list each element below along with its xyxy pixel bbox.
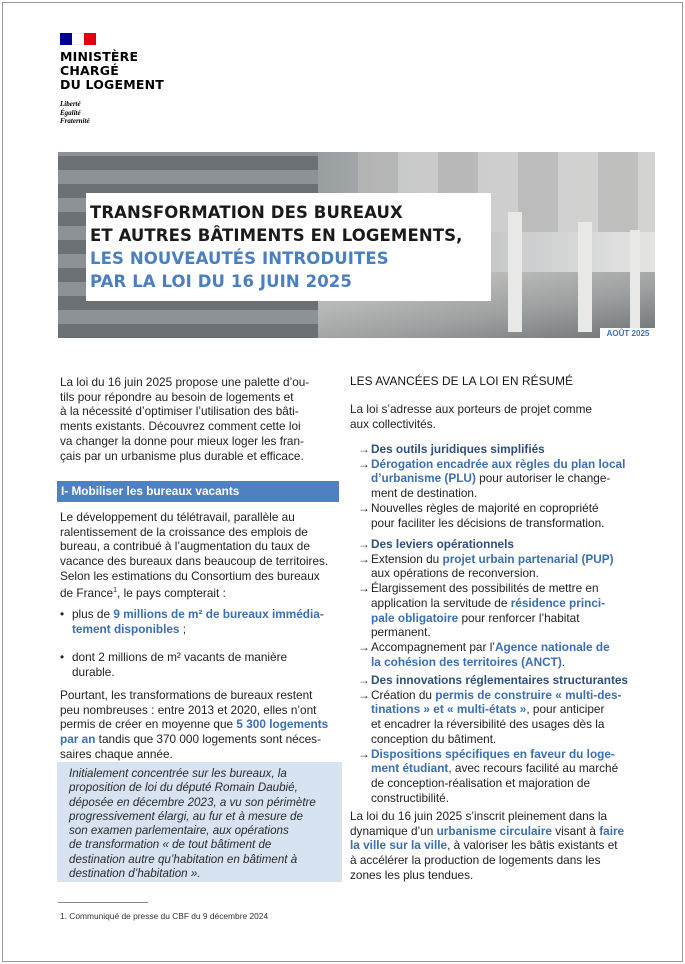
text-line: La loi s’adresse aux porteurs de projet comme	[350, 402, 592, 416]
highlight-text: la cohésion des territoires (ANCT)	[371, 654, 562, 669]
text-line: Selon les estimations du Consortium des bureaux	[60, 568, 320, 583]
text-line: zones les plus tendues.	[350, 867, 474, 882]
text-fragment: permis de créer en moyenne que	[60, 717, 237, 732]
list-item	[358, 640, 630, 669]
text-line: constructibilité.	[371, 790, 450, 805]
motto-line: Liberté	[60, 100, 81, 108]
intro-paragraph	[60, 375, 338, 463]
text-line	[60, 717, 338, 732]
text-fragment: plus de	[72, 607, 114, 621]
text-fragment: tandis que 370 000 logements sont néces-	[95, 732, 322, 747]
summary-group-operational	[358, 537, 630, 669]
highlight-text: permis de construire « multi-des-	[435, 687, 622, 702]
bullet-list	[60, 607, 338, 680]
summary-group-legal	[358, 442, 630, 530]
text-line: tils pour répondre au besoin de logements et	[60, 389, 294, 404]
list-item	[60, 607, 338, 636]
text-line	[350, 838, 630, 853]
text-line: Pourtant, les transformations de bureaux restent	[60, 688, 313, 702]
text-fragment: pour autoriser le change-	[475, 471, 611, 486]
highlight-text: par an	[60, 732, 96, 747]
text-fragment: Création du	[371, 687, 436, 702]
text-line: Nouvelles règles de majorité en copropriété	[371, 500, 599, 515]
concrete-column	[630, 230, 640, 330]
list-item	[358, 501, 630, 530]
text-line: La loi du 16 juin 2025 propose une palette d’ou-	[60, 375, 310, 389]
text-fragment: , pour anticiper	[526, 702, 605, 717]
text-fragment: ;	[179, 621, 187, 636]
text-line	[350, 824, 630, 839]
text-fragment: Accompagnement par l’	[371, 639, 495, 654]
text-line: aux opérations de reconversion.	[371, 566, 539, 581]
text-fragment: pour renforcer l’habitat	[458, 610, 580, 625]
ministry-name	[60, 50, 164, 92]
list-item	[358, 457, 630, 501]
highlight-text: tement disponibles	[72, 621, 180, 636]
bullet-icon: •	[60, 607, 65, 621]
list-item	[358, 552, 630, 581]
quote-box	[57, 762, 342, 882]
ministry-line: DU LOGEMENT	[60, 77, 164, 92]
section1-paragraph-2	[60, 688, 338, 762]
summary-group-regulatory	[358, 673, 630, 805]
arrow-icon: →	[358, 673, 370, 687]
bullet-icon: •	[60, 650, 65, 665]
text-line: va changer la donne pour mieux loger les fran-	[60, 433, 304, 448]
text-line: aux collectivités.	[350, 416, 436, 431]
summary-intro	[350, 402, 630, 431]
highlight-text: Dispositions spécifiques en faveur du loge-	[371, 746, 615, 761]
highlight-text: d’urbanisme (PLU)	[371, 471, 476, 486]
text-line: permanent.	[371, 625, 431, 640]
quote-line: déposée en décembre 2023, a vu son périmètre	[69, 795, 316, 809]
highlight-text: la ville sur la ville	[350, 838, 448, 853]
text-line: La loi du 16 juin 2025 s’inscrit pleinement dans la	[350, 809, 608, 823]
document-subtitle-line: LES NOUVEAUTÉS INTRODUITES	[90, 249, 389, 268]
text-fragment: , à valoriser les bâtis existants et	[447, 838, 618, 853]
footnote: 1. Communiqué de presse du CBF du 9 décembre 2024	[60, 911, 269, 921]
summary-heading: LES AVANCÉES DE LA LOI EN RÉSUMÉ	[350, 374, 574, 388]
text-line: Élargissement des possibilités de mettre en	[371, 581, 599, 596]
footnote-divider	[58, 902, 148, 903]
text-line: ments existants. Découvrez comment cette loi	[60, 419, 301, 434]
text-line: de conception-réalisation et majoration de	[371, 775, 591, 790]
arrow-icon: →	[358, 746, 370, 761]
arrow-icon: →	[358, 500, 370, 515]
text-line: conception du bâtiment.	[371, 731, 497, 746]
group-title: → Des outils juridiques simplifiés	[358, 442, 545, 456]
quote-line: de transformation « de tout bâtiment de	[69, 838, 272, 852]
highlight-text: ment étudiant	[371, 761, 449, 776]
text-fragment: visant à	[551, 823, 600, 838]
arrow-icon: →	[358, 456, 370, 471]
highlight-text: urbanisme circulaire	[436, 823, 552, 838]
list-item	[358, 581, 630, 640]
text-line: durable.	[72, 665, 115, 680]
highlight-text: 9 millions de m² de bureaux immédia-	[113, 607, 324, 621]
text-line: pour faciliter les décisions de transformation.	[371, 515, 605, 530]
highlight-text: résidence princi-	[510, 595, 606, 610]
text-line	[60, 732, 338, 747]
text-line: Le développement du télétravail, parallèle au	[60, 510, 295, 524]
text-fragment: .	[561, 654, 566, 669]
list-item	[358, 747, 630, 806]
highlight-text: 5 300 logements	[236, 717, 329, 732]
quote-line: destination d’habitation ».	[69, 867, 201, 881]
text-line: saires chaque année.	[60, 746, 173, 761]
arrow-icon: →	[358, 442, 370, 456]
text-line: à accélérer la production de logements dans les	[350, 853, 601, 868]
text-fragment: de France	[60, 585, 114, 600]
text-fragment: application la servitude de	[371, 595, 511, 610]
flag-red-band	[84, 33, 96, 45]
highlight-text: faire	[599, 823, 625, 838]
highlight-text: pale obligatoire	[371, 610, 459, 625]
arrow-icon: →	[358, 537, 370, 551]
ministry-line: CHARGÉ	[60, 63, 119, 78]
text-line: ralentissement de la croissance des emplois de	[60, 524, 308, 539]
list-item	[60, 650, 338, 679]
text-line: et encadrer la réversibilité des usages dès la	[371, 717, 605, 732]
quote-line: son examen parlementaire, aux opérations	[69, 824, 289, 838]
arrow-icon: →	[358, 639, 370, 654]
text-line: dont 2 millions de m² vacants de manière	[72, 650, 288, 665]
text-fragment: dynamique d’un	[350, 823, 437, 838]
text-line: çais par un urbanisme plus durable et efficace.	[60, 448, 304, 463]
arrow-icon: →	[358, 581, 370, 596]
text-line: peu nombreuses : entre 2013 et 2020, elles n’ont	[60, 702, 317, 717]
arrow-icon: →	[358, 687, 370, 702]
quote-line: destination autre qu’habitation en bâtiment à	[69, 852, 298, 866]
document-title-line: TRANSFORMATION DES BUREAUX	[90, 203, 403, 222]
closing-paragraph	[350, 809, 630, 883]
publication-date: AOÛT 2025	[600, 328, 656, 340]
text-fragment: Extension du	[371, 551, 443, 566]
flag-white-band	[72, 33, 84, 45]
highlight-text: tinations » et « multi-états »	[371, 702, 527, 717]
motto-line: Égalité	[60, 108, 81, 117]
quote-line: Initialement concentrée sur les bureaux, la	[69, 767, 287, 780]
arrow-icon: →	[358, 551, 370, 566]
quote-line: progressivement élargi, au fur et à mesure de	[69, 809, 303, 823]
quote-line: proposition de loi du député Romain Daubié,	[69, 781, 298, 795]
text-fragment: , le pays compterait :	[117, 585, 226, 600]
document-title-line: ET AUTRES BÂTIMENTS EN LOGEMENTS,	[90, 226, 463, 245]
highlight-text: Dérogation encadrée aux règles du plan local	[371, 456, 626, 471]
highlight-text: Agence nationale de	[494, 639, 610, 654]
republic-motto	[60, 100, 90, 126]
list-item	[358, 688, 630, 747]
group-title: → Des innovations réglementaires structurantes	[358, 673, 628, 687]
footnote-mark: 1	[113, 586, 118, 594]
highlight-text: projet urbain partenarial (PUP)	[442, 551, 614, 566]
section1-paragraph	[60, 510, 338, 600]
french-flag-logo	[60, 33, 96, 45]
text-line: vacance des bureaux dans beaucoup de territoires.	[60, 554, 329, 569]
concrete-column	[578, 222, 592, 332]
flag-blue-band	[60, 33, 72, 45]
ministry-line: MINISTÈRE	[60, 49, 139, 64]
document-subtitle-line: PAR LA LOI DU 16 JUIN 2025	[90, 272, 352, 291]
section-heading: I- Mobiliser les bureaux vacants	[57, 481, 339, 502]
text-line: ment de destination.	[371, 486, 478, 501]
concrete-column	[508, 212, 522, 332]
group-title: → Des leviers opérationnels	[358, 537, 514, 551]
motto-line: Fraternité	[60, 117, 90, 125]
text-line: à la nécessité d’optimiser l’utilisation des bâti-	[60, 404, 299, 419]
text-line: bureau, a contribué à l’augmentation du taux de	[60, 539, 310, 554]
text-fragment: , avec recours facilité au marché	[448, 761, 619, 776]
text-line	[60, 584, 338, 601]
